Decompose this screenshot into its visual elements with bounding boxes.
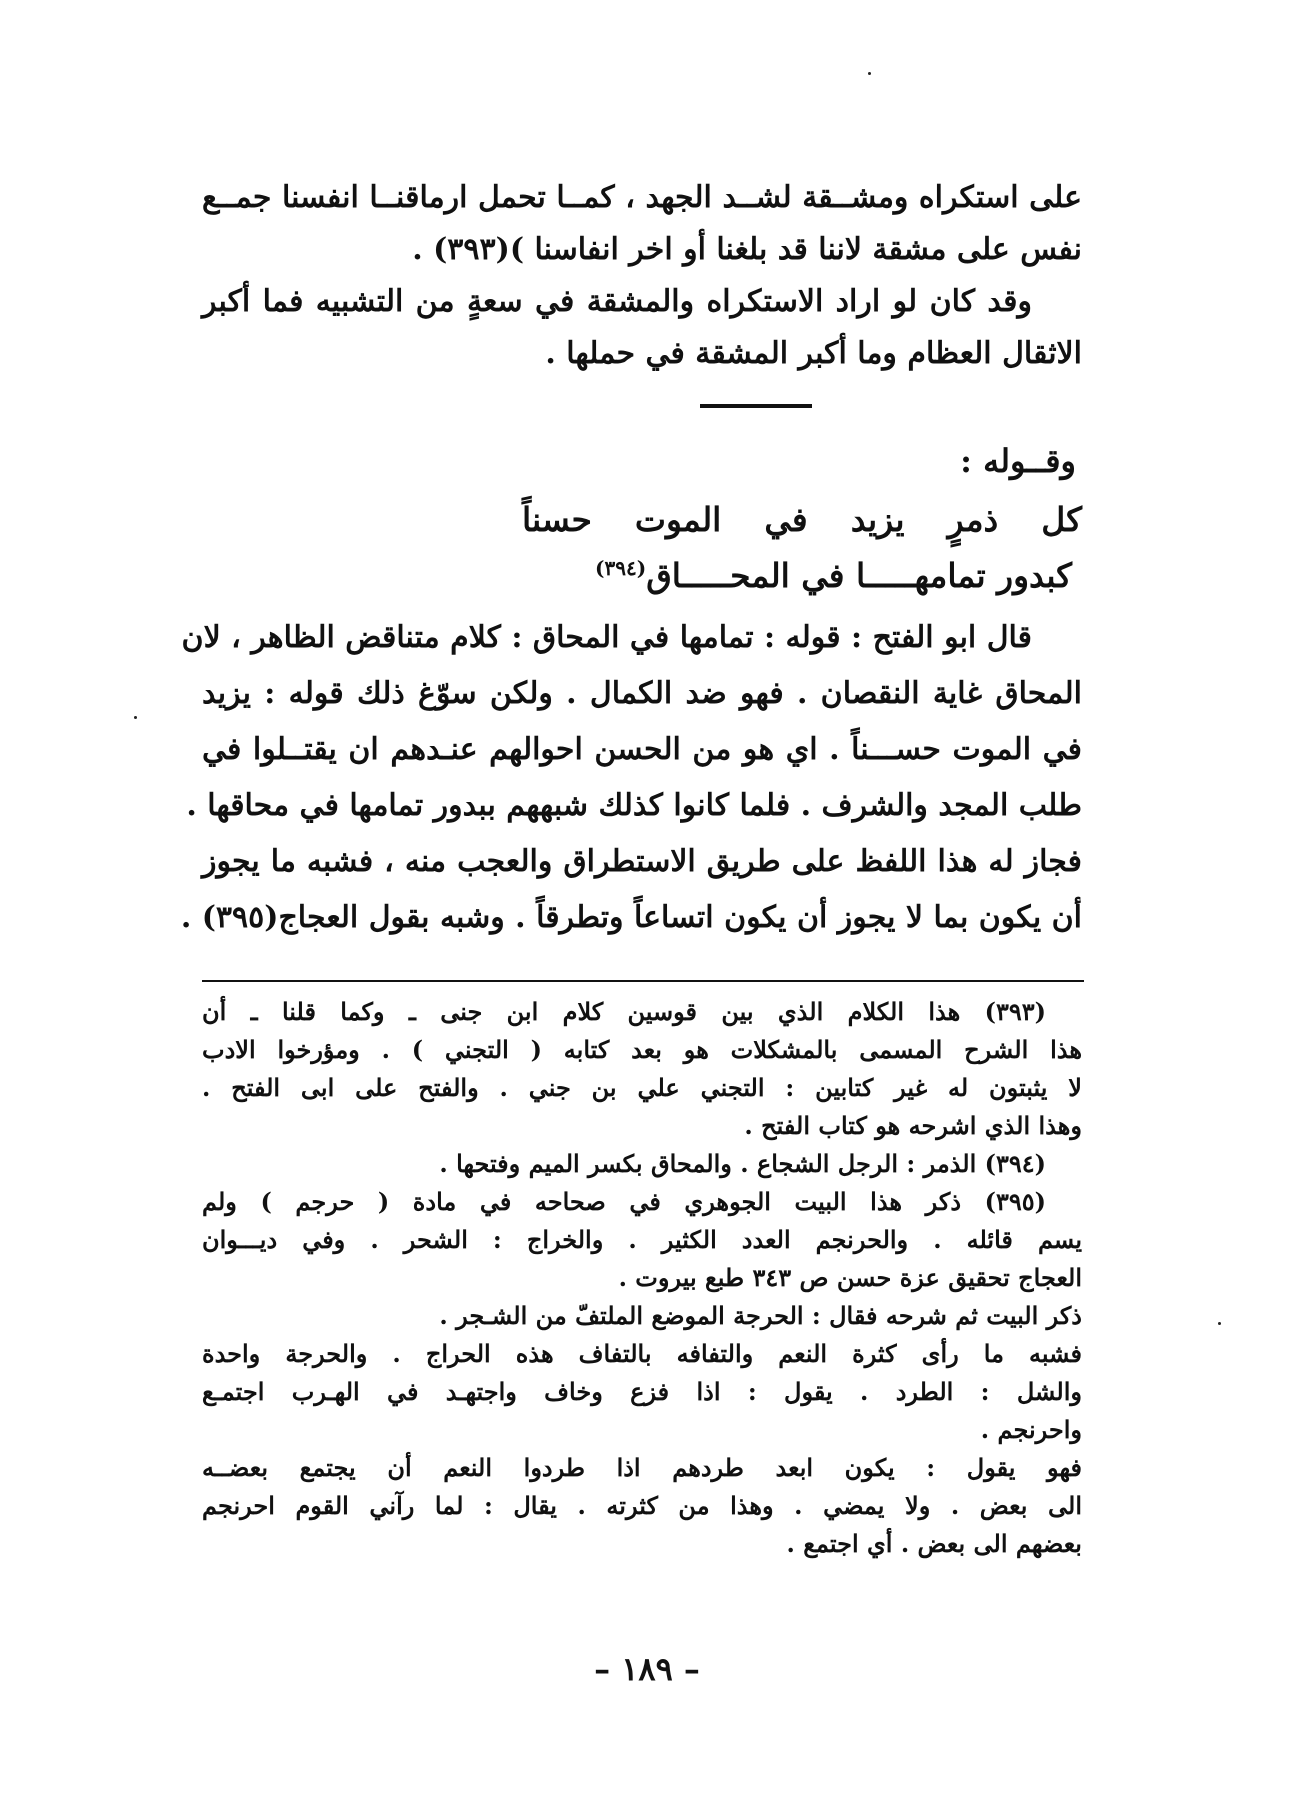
verse-word: يزيد [850,500,905,539]
footnote-line: فشبه ما رأى كثرة النعم والتفافه بالتفاف هذه الحراج . والحرجة واحدة [202,1339,1082,1368]
footnote-line: واحرنجم . [980,1415,1082,1444]
footnote-line: الى بعض . ولا يمضي . وهذا من كثرته . يقال : لما رآني القوم احرنجم [202,1491,1082,1520]
commentary-line: طلب المجد والشرف . فلما كانوا كذلك شبههم ببدور تمامها في محاقها . [186,788,1082,823]
verse-word: ذمرٍ [947,500,999,539]
main-text-line: وقد كان لو اراد الاستكراه والمشقة في سعةٍ من التشبيه فما أكبر [202,284,1032,319]
commentary-line: فجاز له هذا اللفظ على طريق الاستطراق والعجب منه ، فشبه ما يجوز [202,844,1082,879]
footnote-rule [202,980,1084,982]
verse-text: كبدور تمامهـــــا في المحـــــاق [646,556,1072,595]
poem-heading: وقــوله : [960,442,1076,480]
main-text-line: على استكراه ومشــقة لشــد الجهد ، كمــا تحمل ارماقنــا انفسنا جمــع [202,180,1082,215]
footnote-line: وهذا الذي اشرحه هو كتاب الفتح . [744,1111,1082,1140]
verse-second-hemistich [595,556,1072,595]
scan-speck [134,716,137,719]
footnote-line: لا يثبتون له غير كتابين : التجني علي بن جني . والفتح على ابى الفتح . [202,1073,1082,1102]
footnote-line: ذكر البيت ثم شرحه فقال : الحرجة الموضع الملتفّ من الشـجر . [439,1301,1082,1330]
verse-first-hemistich [522,500,1082,539]
verse-word: كل [1041,500,1082,539]
footnote-ref: (٣٩٤) [595,556,647,580]
commentary-line: المحاق غاية النقصان . فهو ضد الكمال . ولكن سوّغ ذلك قوله : يزيد [202,676,1082,711]
scan-speck [1218,1322,1221,1325]
commentary-line: أن يكون بما لا يجوز أن يكون اتساعاً وتطرقاً . وشبه بقول العجاج(٣٩٥) . [180,900,1082,935]
footnote-line: فهو يقول : يكون ابعد طردهم اذا طردوا النعم أن يجتمع بعضــه [202,1453,1082,1482]
verse-word: الموت [634,500,722,539]
main-text-line: نفس على مشقة لاننا قد بلغنا أو اخر انفاسنا )(٣٩٣) . [412,232,1082,267]
footnote-line: (٣٩٤) الذمر : الرجل الشجاع . والمحاق بكسر الميم وفتحها . [439,1149,1046,1178]
commentary-line: في الموت حســـناً . اي هو من الحسن احوالهم عنـدهم ان يقتــلوا في [202,732,1082,767]
verse-word: في [764,500,808,539]
footnote-line: هذا الشرح المسمى بالمشكلات هو بعد كتابه ( التجني ) . ومؤرخوا الادب [202,1035,1082,1064]
commentary-line: قال ابو الفتح : قوله : تمامها في المحاق : كلام متناقض الظاهر ، لان [181,620,1032,655]
footnote-line: (٣٩٥) ذكر هذا البيت الجوهري في صحاحه في مادة ( حرجم ) ولم [202,1187,1046,1216]
scan-speck [868,72,871,75]
footnote-line: (٣٩٣) هذا الكلام الذي بين قوسين كلام ابن جنى ـ وكما قلنا ـ أن [202,997,1046,1026]
section-separator [700,404,812,408]
footnote-line: والشل : الطرد . يقول : اذا فزع وخاف واجتهـد في الهـرب اجتمـع [202,1377,1082,1406]
footnote-line: بعضهم الى بعض . أي اجتمع . [786,1529,1082,1558]
page-number: – ١٨٩ – [594,1650,700,1688]
main-text-line: الاثقال العظام وما أكبر المشقة في حملها . [545,336,1082,371]
footnote-line: العجاج تحقيق عزة حسن ص ٣٤٣ طبع بيروت . [618,1263,1082,1292]
footnote-line: يسم قائله . والحرنجم العدد الكثير . والخراج : الشحر . وفي ديـــوان [202,1225,1082,1254]
verse-word: حسناً [522,500,592,539]
